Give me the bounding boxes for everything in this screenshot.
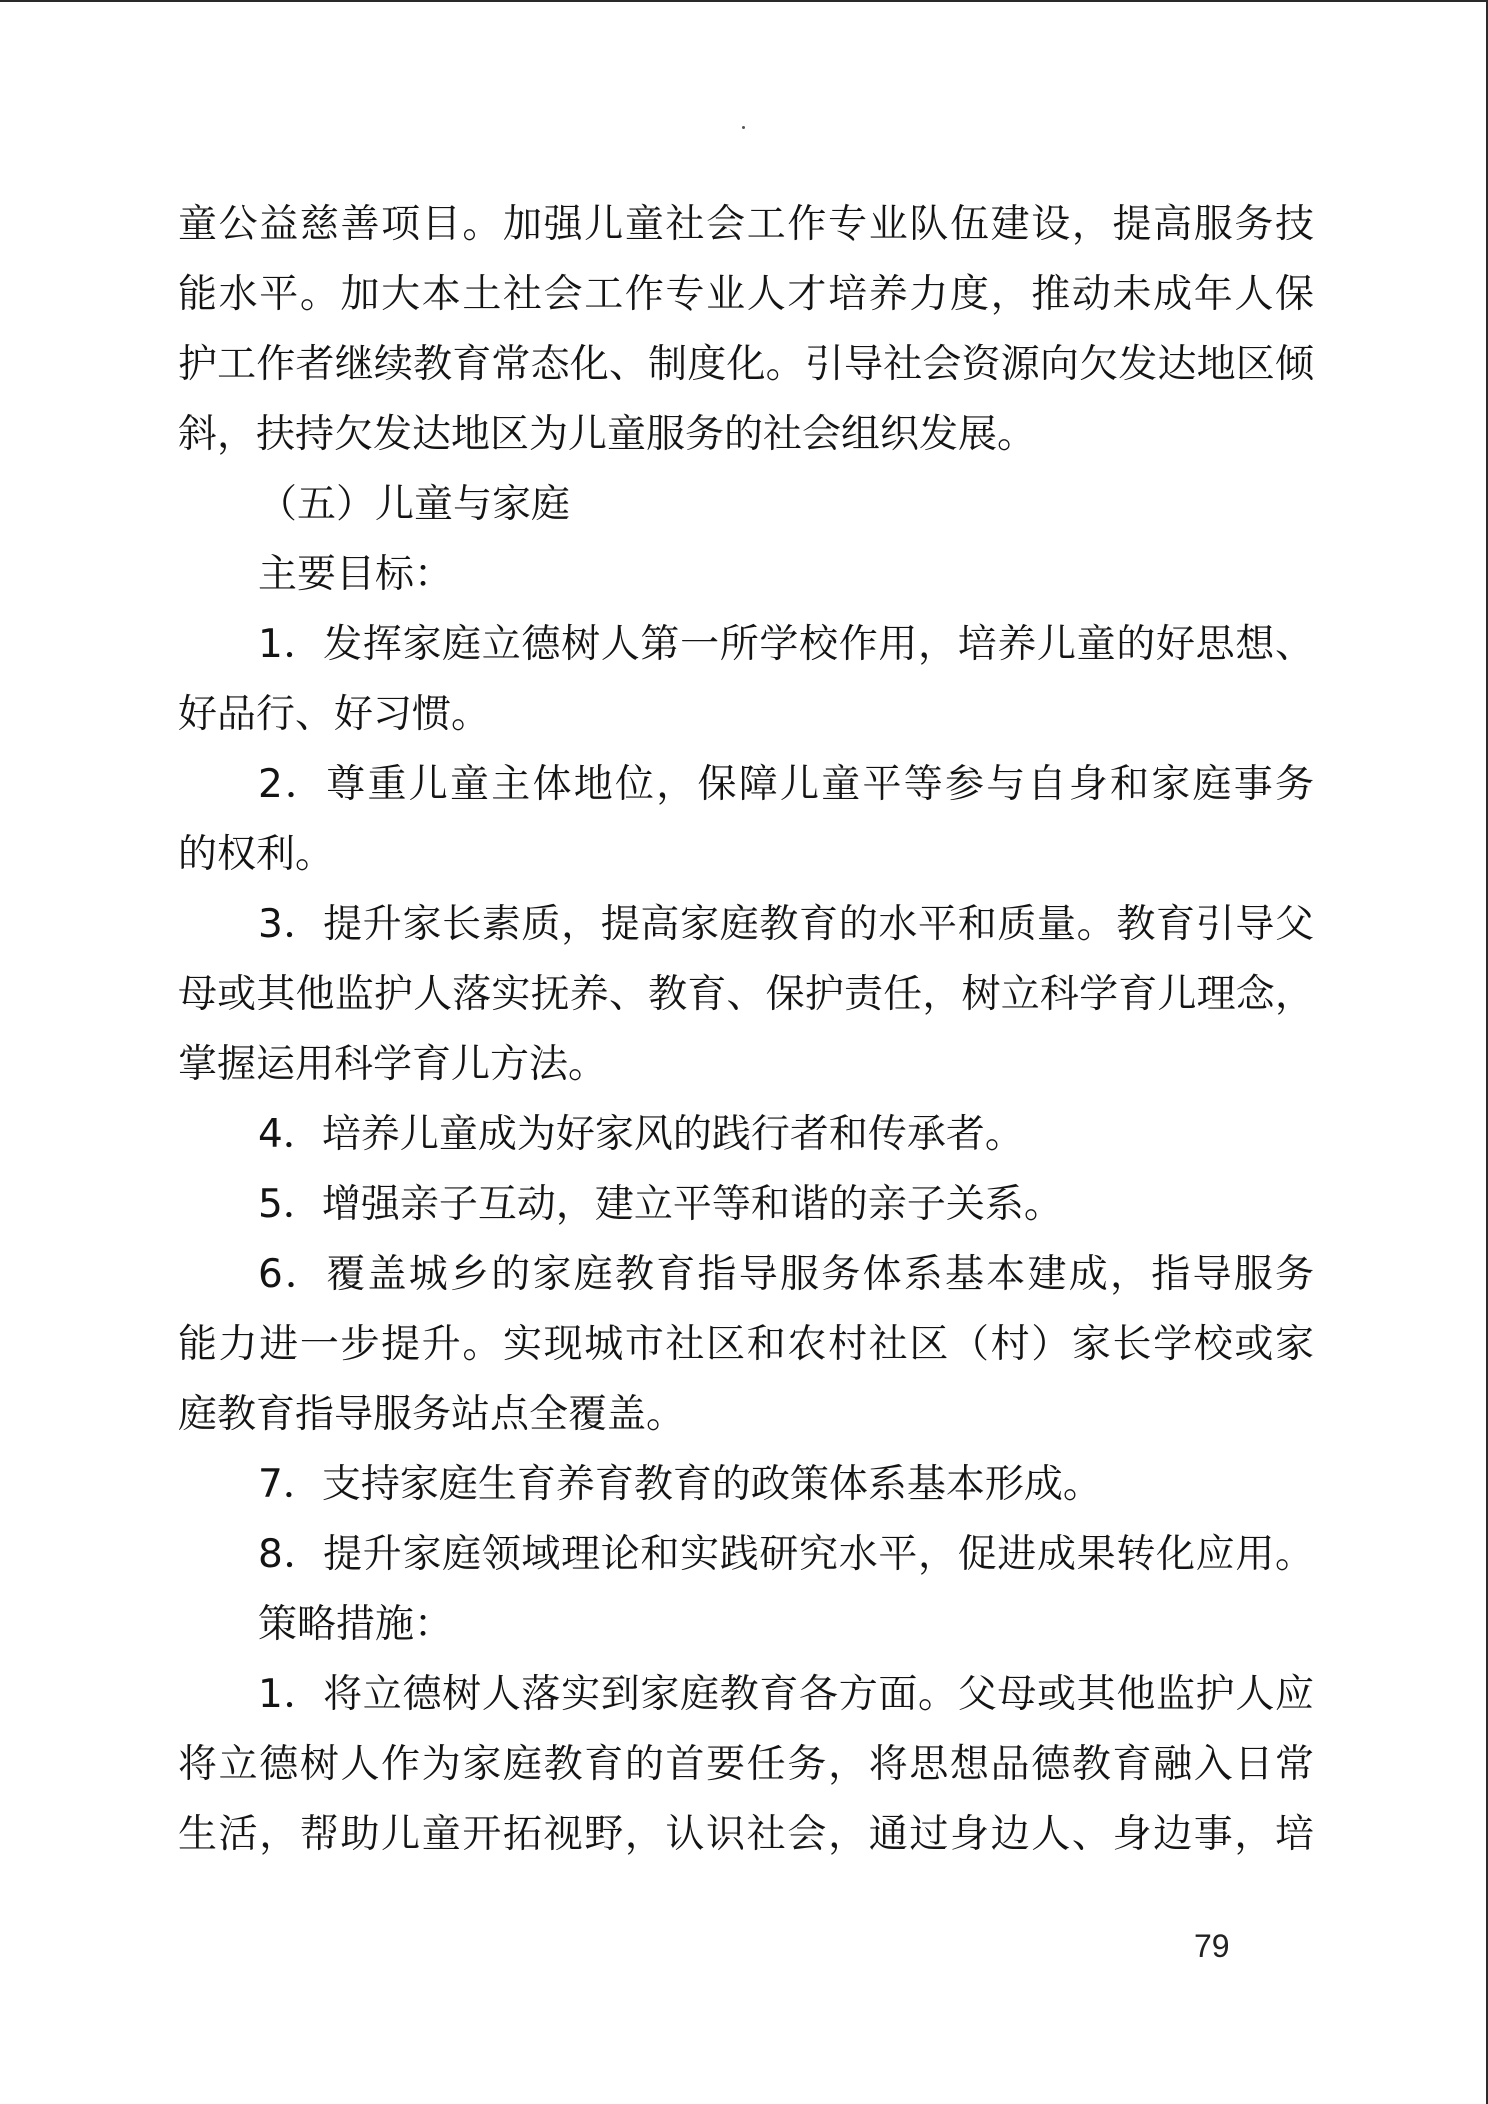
text-line: 斜，扶持欠发达地区为儿童服务的社会组织发展。 [178,412,1037,457]
text-line: 能水平。加大本土社会工作专业人才培养力度，推动未成年人保 [178,272,1314,317]
text-line: 1．发挥家庭立德树人第一所学校作用，培养儿童的好思想、 [258,622,1314,667]
subheading-strategies: 策略措施： [258,1602,454,1647]
text-line: 7．支持家庭生育养育教育的政策体系基本形成。 [258,1462,1102,1507]
text-line: 1．将立德树人落实到家庭教育各方面。父母或其他监护人应 [258,1672,1314,1717]
text-line: 能力进一步提升。实现城市社区和农村社区（村）家长学校或家 [178,1322,1314,1367]
section-heading: （五）儿童与家庭 [258,482,571,527]
page-number: 79 [1194,1928,1230,1964]
text-line: 护工作者继续教育常态化、制度化。引导社会资源向欠发达地区倾 [178,342,1314,387]
text-line: 童公益慈善项目。加强儿童社会工作专业队伍建设，提高服务技 [178,202,1314,247]
text-line: 5．增强亲子互动，建立平等和谐的亲子关系。 [258,1182,1063,1227]
text-line: 2．尊重儿童主体地位，保障儿童平等参与自身和家庭事务 [258,762,1314,807]
text-line: 掌握运用科学育儿方法。 [178,1042,608,1087]
print-dot [742,126,745,129]
text-line: 4．培养儿童成为好家风的践行者和传承者。 [258,1112,1024,1157]
text-line: 8．提升家庭领域理论和实践研究水平，促进成果转化应用。 [258,1532,1314,1577]
text-line: 将立德树人作为家庭教育的首要任务，将思想品德教育融入日常 [178,1742,1314,1787]
subheading-main-goals: 主要目标： [258,552,454,597]
text-line: 好品行、好习惯。 [178,692,491,737]
text-line: 母或其他监护人落实抚养、教育、保护责任，树立科学育儿理念， [178,972,1314,1017]
text-line: 庭教育指导服务站点全覆盖。 [178,1392,686,1437]
text-line: 3．提升家长素质，提高家庭教育的水平和质量。教育引导父 [258,902,1314,947]
text-line: 生活，帮助儿童开拓视野，认识社会，通过身边人、身边事，培 [178,1812,1314,1857]
text-line: 6．覆盖城乡的家庭教育指导服务体系基本建成，指导服务 [258,1252,1314,1297]
text-line: 的权利。 [178,832,335,877]
document-body [178,190,1314,1870]
